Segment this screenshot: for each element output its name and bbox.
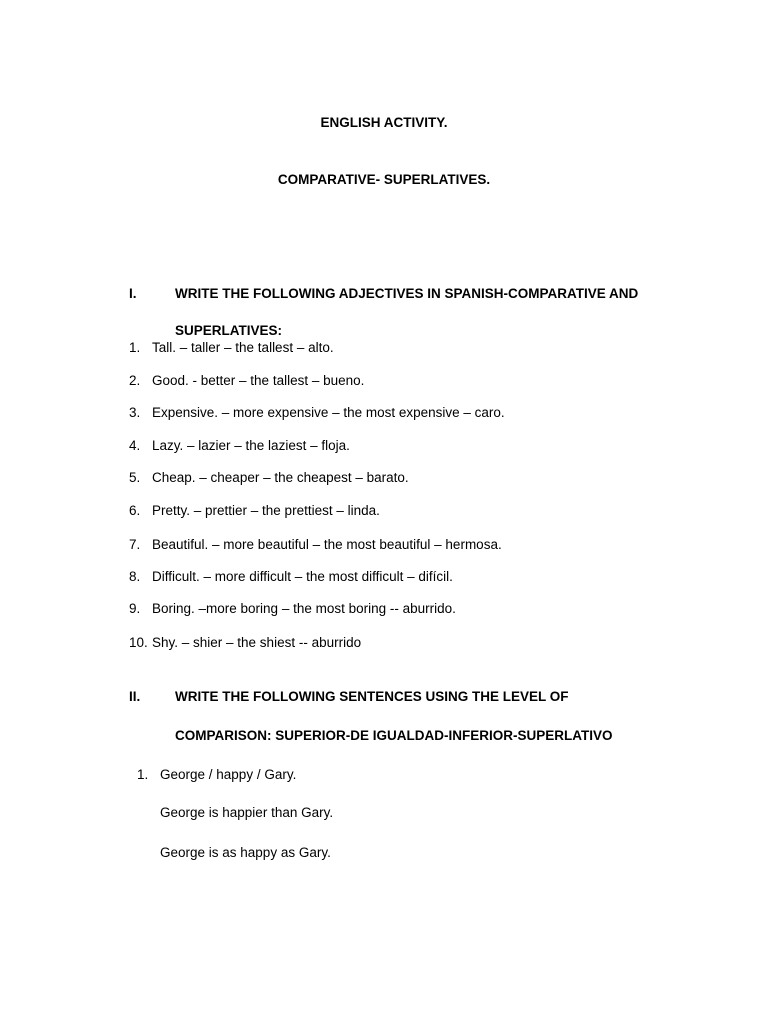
section-1-heading-line-1: WRITE THE FOLLOWING ADJECTIVES IN SPANISH-COMPARATIVE AND	[175, 286, 639, 301]
list-item-number: 7.	[129, 537, 141, 552]
list-item-text: Shy. – shier – the shiest -- aburrido	[152, 635, 362, 650]
list-item-text: Good. - better – the tallest – bueno.	[152, 373, 365, 388]
list-item-number: 8.	[129, 569, 141, 584]
list-item-number: 1.	[129, 340, 141, 355]
section-1-heading-line-2: SUPERLATIVES:	[175, 323, 283, 338]
list-item-text: Cheap. – cheaper – the cheapest – barato.	[152, 470, 409, 485]
list-item-number: 2.	[129, 373, 141, 388]
document-subtitle: COMPARATIVE- SUPERLATIVES.	[277, 172, 491, 187]
list-item-number: 9.	[129, 601, 141, 616]
list-item-text: Tall. – taller – the tallest – alto.	[152, 340, 334, 355]
section-2-heading-line-1: WRITE THE FOLLOWING SENTENCES USING THE LEVEL OF	[175, 689, 569, 704]
section-1-numeral: I.	[129, 286, 137, 301]
list-item-number: 5.	[129, 470, 141, 485]
list-item-number: 10.	[129, 635, 148, 650]
sentence-item-number: 1.	[137, 767, 149, 782]
list-item-text: Pretty. – prettier – the prettiest – linda.	[152, 503, 380, 518]
list-item-number: 3.	[129, 405, 141, 420]
list-item-number: 4.	[129, 438, 141, 453]
list-item-number: 6.	[129, 503, 141, 518]
sentence-item-prompt: George / happy / Gary.	[160, 767, 297, 782]
list-item-text: Beautiful. – more beautiful – the most beautiful – hermosa.	[152, 537, 502, 552]
list-item-text: Difficult. – more difficult – the most difficult – difícil.	[152, 569, 453, 584]
sentence-answer: George is happier than Gary.	[160, 805, 334, 820]
section-2-numeral: II.	[129, 689, 141, 704]
list-item-text: Boring. –more boring – the most boring -- aburrido.	[152, 601, 456, 616]
sentence-answer: George is as happy as Gary.	[160, 845, 331, 860]
list-item-text: Expensive. – more expensive – the most expensive – caro.	[152, 405, 505, 420]
section-2-heading-line-2: COMPARISON: SUPERIOR-DE IGUALDAD-INFERIOR-SUPERLATIVO	[175, 728, 613, 743]
document-title: ENGLISH ACTIVITY.	[320, 115, 448, 130]
list-item-text: Lazy. – lazier – the laziest – floja.	[152, 438, 350, 453]
